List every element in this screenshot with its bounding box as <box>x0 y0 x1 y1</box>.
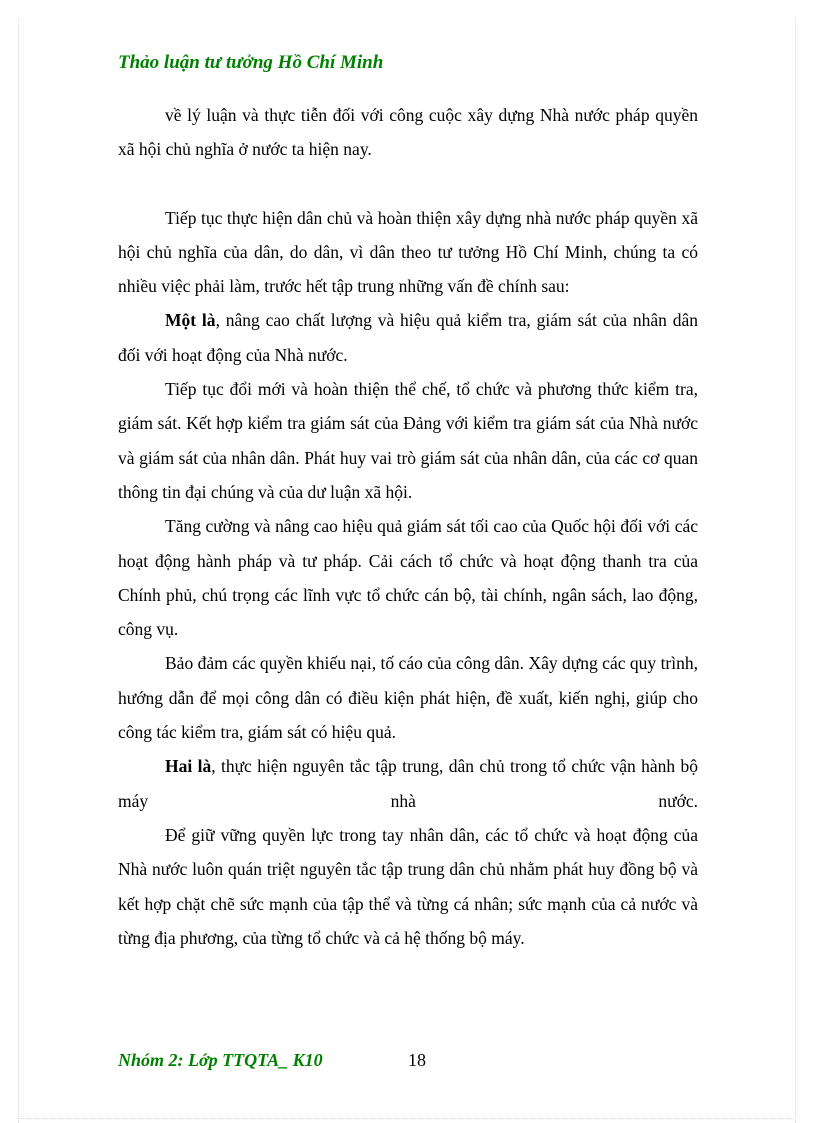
page-header: Thảo luận tư tưởng Hồ Chí Minh <box>118 52 384 73</box>
paragraph-point-two <box>118 749 698 818</box>
page-number: 18 <box>408 1050 426 1070</box>
paragraph-continuation <box>118 98 698 167</box>
paragraph-lead: Một là <box>165 310 216 331</box>
paragraph-text: Để giữ vững quyền lực trong tay nhân dân, các tổ chức và hoạt động của Nhà nước luôn quán triệt nguyên tắc tập trung dân chủ nhằm phát huy đồng bộ và kết hợp chặt chẽ sức mạnh của tập thể và từng cá nhân; sức mạnh của cả nước và từng địa phương, của từng tổ chức và cả hệ thống bộ máy. <box>118 824 698 948</box>
paragraph-text: Tiếp tục đổi mới và hoàn thiện thể chế, tổ chức và phương thức kiểm tra, giám sát. Kết hợp kiểm tra giám sát của Đảng với kiểm tra giám sát của Nhà nước và giám sát của nhân dân. Phát huy vai trò giám sát của nhân dân, của các cơ quan thông tin đại chúng và của dư luận xã hội. <box>118 379 698 502</box>
paragraph-text: Tiếp tục thực hiện dân chủ và hoàn thiện xây dựng nhà nước pháp quyền xã hội chủ nghĩa của dân, do dân, vì dân theo tư tưởng Hồ Chí Minh, chúng ta có nhiều việc phải làm, trước hết tập trung những vấn đề chính sau: <box>118 207 698 297</box>
paragraph-intro <box>118 201 698 304</box>
paragraph-text: Tăng cường và nâng cao hiệu quả giám sát tối cao của Quốc hội đối với các hoạt động hành pháp và tư pháp. Cải cách tổ chức và hoạt động thanh tra của Chính phủ, chú trọng các lĩnh vực tổ chức cán bộ, tài chính, ngân sách, lao động, công vụ. <box>118 516 698 640</box>
paragraph <box>118 818 698 955</box>
document-body <box>118 98 698 955</box>
paragraph-text: , nâng cao chất lượng và hiệu quả kiểm tra, giám sát của nhân dân đối với hoạt động của Nhà nước. <box>118 310 698 365</box>
paragraph-lead: Hai là <box>165 756 212 777</box>
paragraph-text: về lý luận và thực tiễn đối với công cuộc xây dựng Nhà nước pháp quyền xã hội chủ nghĩa ở nước ta hiện nay. <box>118 105 698 160</box>
page-bottom-border <box>18 1118 796 1119</box>
paragraph-gap <box>118 167 698 201</box>
paragraph <box>118 372 698 509</box>
footer-group-label: Nhóm 2: Lớp TTQTA_ K10 <box>118 1050 323 1070</box>
paragraph-text: Bảo đảm các quyền khiếu nại, tố cáo của công dân. Xây dựng các quy trình, hướng dẫn để mọi công dân có điều kiện phát hiện, đề xuất, kiến nghị, giúp cho công tác kiểm tra, giám sát có hiệu quả. <box>118 653 698 743</box>
paragraph <box>118 509 698 646</box>
paragraph-text: , thực hiện nguyên tắc tập trung, dân chủ trong tổ chức vận hành bộ máy nhà nước. <box>118 756 698 811</box>
paragraph <box>118 646 698 749</box>
paragraph-point-one <box>118 303 698 372</box>
